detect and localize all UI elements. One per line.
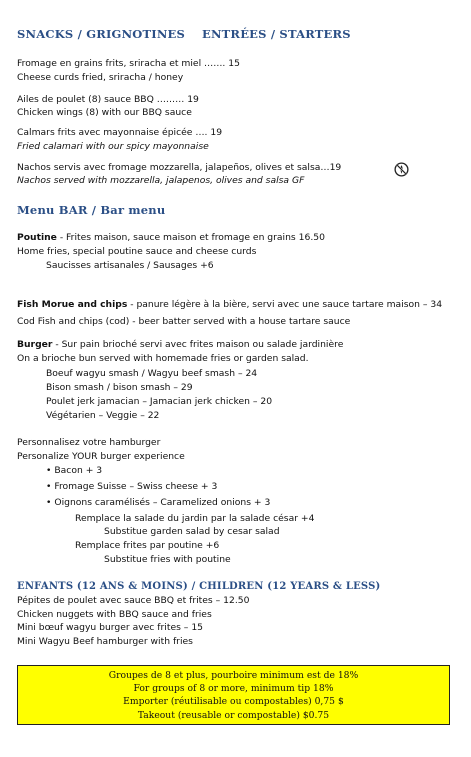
menu-item-en: Chicken wings (8) with our BBQ sauce bbox=[17, 107, 192, 118]
poutine-extra: Saucisses artisanales / Sausages +6 bbox=[46, 260, 214, 271]
section-title-kids: ENFANTS (12 ANS & MOINS) / CHILDREN (12 YEARS & LESS) bbox=[17, 581, 381, 592]
kids-item: Mini Wagyu Beef hamburger with fries bbox=[17, 636, 193, 647]
substitute-en: Substitue garden salad by cesar salad bbox=[104, 526, 280, 537]
menu-item-en: Fried calamari with our spicy mayonnaise bbox=[17, 141, 209, 152]
burger-en: On a brioche bun served with homemade fries or garden salad. bbox=[17, 353, 309, 364]
poutine-name: Poutine bbox=[17, 232, 57, 243]
notice-line: Emporter (réutilisable ou compostables) 0,75 $ bbox=[123, 696, 344, 708]
poutine-en: Home fries, special poutine sauce and cheese curds bbox=[17, 246, 257, 257]
menu-item-fr: Nachos servis avec fromage mozzarella, jalapeños, olives et salsa…19 bbox=[17, 162, 342, 173]
poutine-line bbox=[17, 232, 325, 243]
customize-en: Personalize YOUR burger experience bbox=[17, 451, 185, 462]
menu-item-en: Nachos served with mozzarella, jalapenos, olives and salsa GF bbox=[17, 175, 305, 186]
customize-item: • Oignons caramélisés – Caramelized onions + 3 bbox=[46, 497, 271, 508]
gluten-free-icon bbox=[394, 162, 409, 177]
substitute-en: Substitue fries with poutine bbox=[104, 554, 231, 565]
section-title-snacks: SNACKS / GRIGNOTINES bbox=[17, 27, 186, 41]
kids-item: Mini bœuf wagyu burger avec frites – 15 bbox=[17, 622, 204, 633]
fish-desc: - panure légère à la bière, servi avec une sauce tartare maison – 34 bbox=[127, 299, 443, 310]
notice-line: Groupes de 8 et plus, pourboire minimum est de 18% bbox=[108, 670, 359, 681]
kids-item: Pépites de poulet avec sauce BBQ et frites – 12.50 bbox=[17, 595, 250, 606]
fish-name: Fish Morue and chips bbox=[17, 299, 128, 310]
substitute-fr: Remplace frites par poutine +6 bbox=[75, 540, 220, 551]
section-title-starters: ENTRÉES / STARTERS bbox=[202, 27, 351, 41]
notice-line: For groups of 8 or more, minimum tip 18% bbox=[133, 683, 334, 695]
burger-option: Bison smash / bison smash – 29 bbox=[46, 382, 193, 393]
burger-option: Boeuf wagyu smash / Wagyu beef smash – 24 bbox=[46, 368, 258, 379]
customize-item: • Bacon + 3 bbox=[46, 465, 103, 476]
fish-en: Cod Fish and chips (cod) - beer batter served with a house tartare sauce bbox=[17, 316, 351, 327]
menu-item-en: Cheese curds fried, sriracha / honey bbox=[17, 72, 184, 83]
burger-option: Végétarien – Veggie – 22 bbox=[46, 410, 160, 421]
gratuity-notice-box bbox=[17, 665, 450, 725]
kids-item: Chicken nuggets with BBQ sauce and fries bbox=[17, 609, 212, 620]
poutine-desc: - Frites maison, sauce maison et fromage en grains 16.50 bbox=[56, 232, 325, 243]
burger-name: Burger bbox=[17, 339, 53, 350]
burger-desc: - Sur pain brioché servi avec frites maison ou salade jardinière bbox=[52, 339, 344, 350]
notice-line: Takeout (reusable or compostable) $0.75 bbox=[137, 709, 330, 721]
customize-item: • Fromage Suisse – Swiss cheese + 3 bbox=[46, 481, 218, 492]
menu-item-fr: Calmars frits avec mayonnaise épicée …. 19 bbox=[17, 127, 223, 138]
substitute-fr: Remplace la salade du jardin par la salade césar +4 bbox=[75, 513, 315, 524]
fish-line bbox=[17, 299, 442, 310]
menu-item-fr: Ailes de poulet (8) sauce BBQ ……… 19 bbox=[17, 94, 199, 105]
burger-option: Poulet jerk jamacian – Jamacian jerk chicken – 20 bbox=[46, 396, 273, 407]
customize-fr: Personnalisez votre hamburger bbox=[17, 437, 161, 448]
section-title-bar-menu: Menu BAR / Bar menu bbox=[17, 203, 166, 217]
burger-line bbox=[17, 339, 343, 350]
menu-item-fr: Fromage en grains frits, sriracha et miel ……. 15 bbox=[17, 58, 240, 69]
